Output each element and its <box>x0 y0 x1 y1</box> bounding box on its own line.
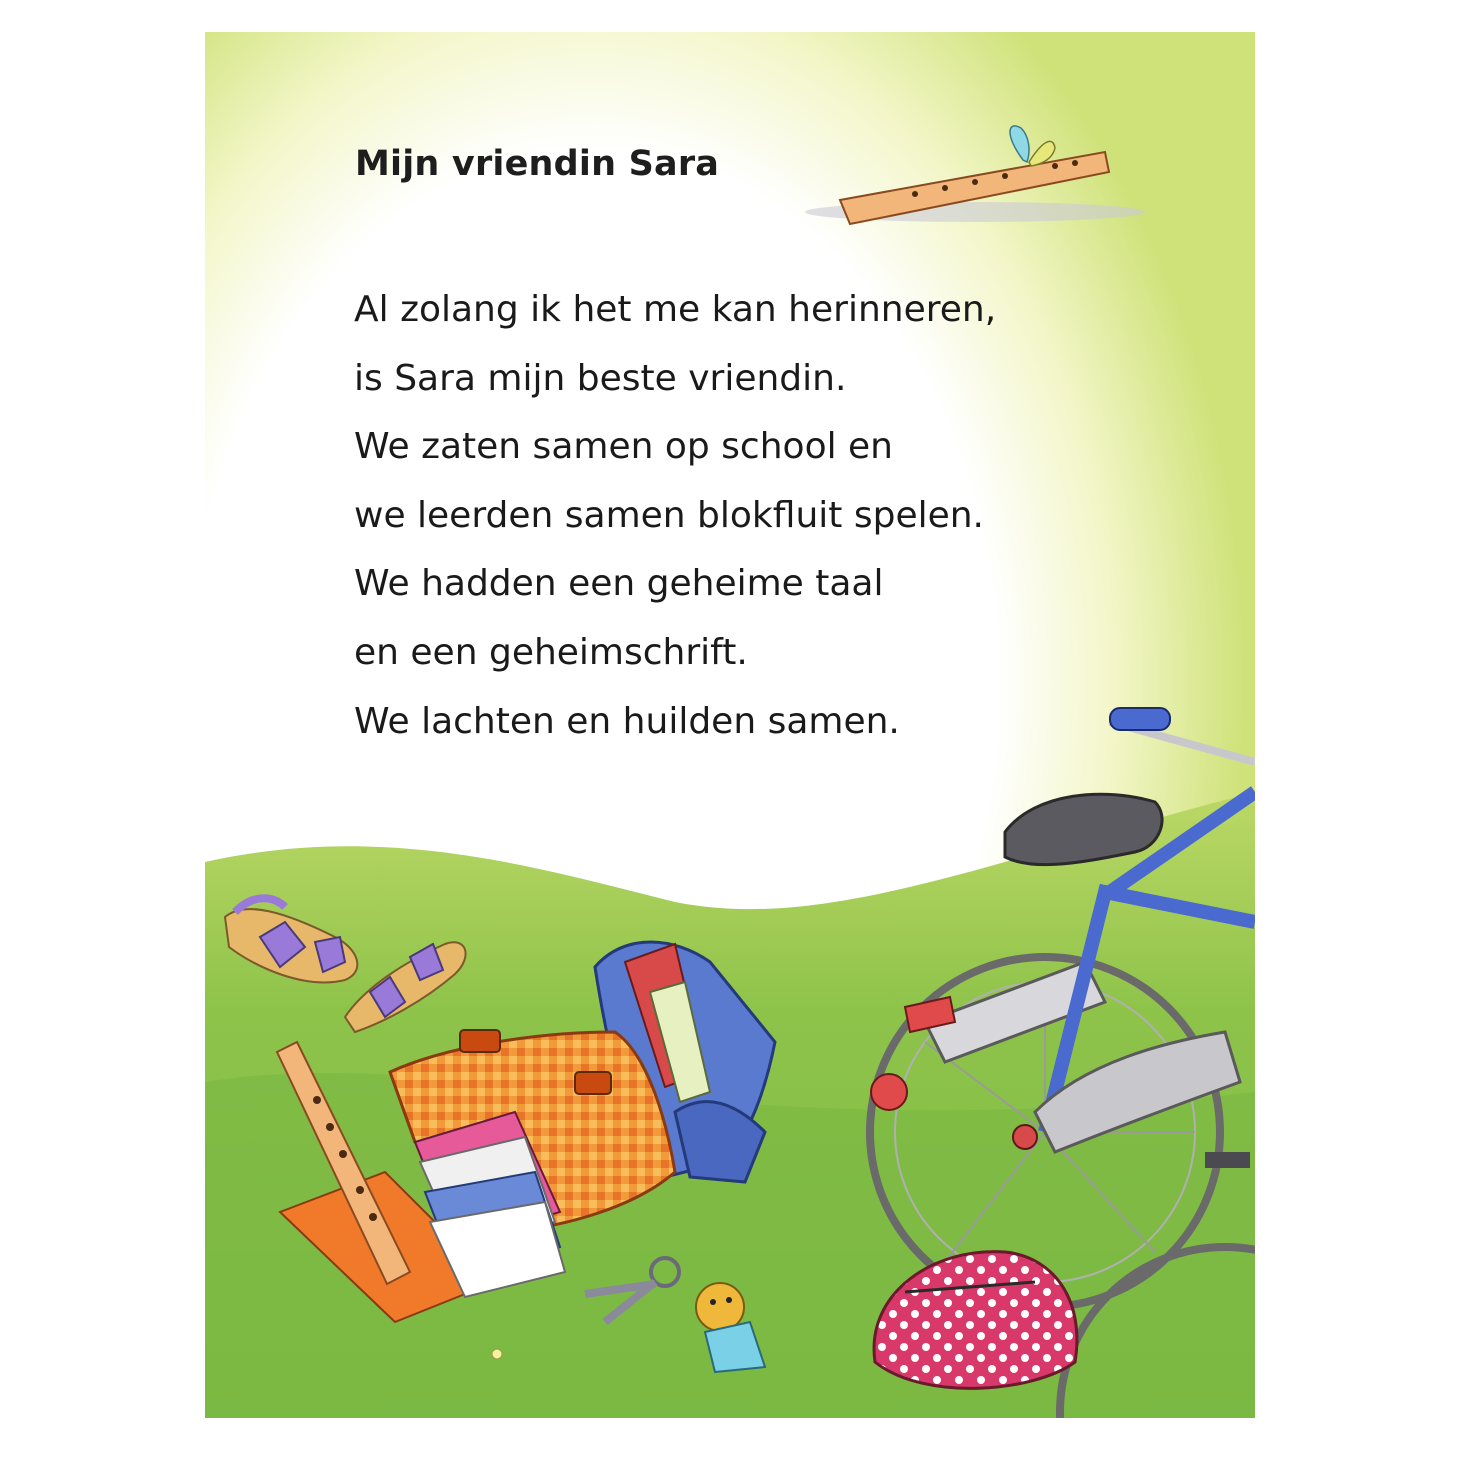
page-title: Mijn vriendin Sara <box>355 144 720 184</box>
poem-text <box>354 276 996 756</box>
poem-line: is Sara mijn beste vriendin. <box>354 357 847 399</box>
poem-line: We lachten en huilden samen. <box>354 700 900 742</box>
poem-line: en een geheimschrift. <box>354 631 748 673</box>
poem-line: We zaten samen op school en <box>354 426 893 468</box>
poem-line: Al zolang ik het me kan herinneren, <box>354 289 997 330</box>
poem-line: we leerden samen blokfluit spelen. <box>354 494 984 536</box>
book-page <box>205 32 1255 1418</box>
flower-icon <box>492 1349 502 1359</box>
poem-line: We hadden een geheime taal <box>354 563 884 605</box>
